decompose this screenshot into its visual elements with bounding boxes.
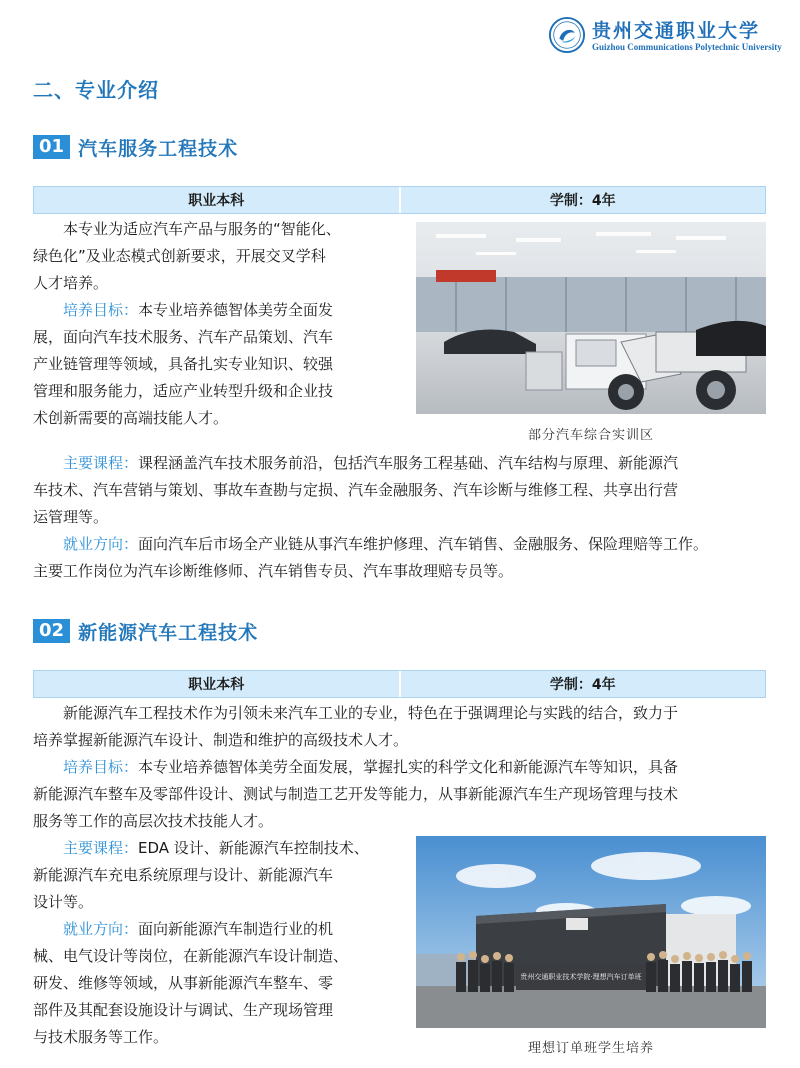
courses-label: 主要课程： [63,454,139,472]
career-label: 就业方向： [63,535,139,553]
goal-label: 培养目标： [63,301,139,319]
courses-line: EDA 设计、新能源汽车控制技术、 [138,839,369,857]
goal-line: 服务等工作的高层次技术技能人才。 [33,812,274,830]
logo-cn-name: 贵州交通职业大学 [592,20,761,42]
university-emblem-icon [548,16,586,54]
intro-line: 新能源汽车工程技术作为引领未来汽车工业的专业，特色在于强调理论与实践的结合，致力于 [63,704,679,722]
logo-en-name: Guizhou Communications Polytechnic University [592,42,782,52]
duration-cell-1: 学制：4年 [399,187,766,213]
major-heading-2 [33,618,258,644]
goal-line: 本专业培养德智体美劳全面发 [138,301,334,319]
section-title: 二、专业介绍 [33,78,159,102]
photo-caption-1: 部分汽车综合实训区 [527,428,654,443]
goal-line: 产业链管理等领域，具备扎实专业知识、较强 [33,355,334,373]
goal-line: 管理和服务能力，适应产业转型升级和企业技 [33,382,334,400]
major-2-left-text [33,835,403,1051]
goal-label: 培养目标： [63,758,139,776]
level-cell-1: 职业本科 [34,187,399,213]
intro-line: 绿色化”及业态模式创新要求，开展交叉学科 [33,247,326,265]
goal-line: 术创新需要的高端技能人才。 [33,409,229,427]
goal-line: 新能源汽车整车及零部件设计、测试与制造工艺开发等能力，从事新能源汽车生产现场管理与技术 [33,785,679,803]
courses-line: 课程涵盖汽车技术服务前沿，包括汽车服务工程基础、汽车结构与原理、新能源汽 [138,454,679,472]
info-bar-2 [33,670,766,698]
major-2-full-text [33,700,773,835]
class-group-photo [416,836,766,1028]
intro-line: 本专业为适应汽车产品与服务的“智能化、 [63,220,341,238]
intro-line: 人才培养。 [33,274,109,292]
career-line: 面向汽车后市场全产业链从事汽车维护修理、汽车销售、金融服务、保险理赔等工作。 [138,535,709,553]
goal-line: 本专业培养德智体美劳全面发展，掌握扎实的科学文化和新能源汽车等知识，具备 [138,758,679,776]
duration-cell-2: 学制：4年 [399,671,766,697]
goal-line: 展，面向汽车技术服务、汽车产品策划、汽车 [33,328,334,346]
major-1-full-text [33,450,773,585]
career-label: 就业方向： [63,920,139,938]
career-line: 械、电气设计等岗位，在新能源汽车设计制造、 [33,947,349,965]
level-cell-2: 职业本科 [34,671,399,697]
photo-caption-2: 理想订单班学生培养 [527,1041,654,1056]
career-line: 主要工作岗位为汽车诊断维修师、汽车销售专员、汽车事故理赔专员等。 [33,562,514,580]
intro-line: 培养掌握新能源汽车设计、制造和维护的高级技术人才。 [33,731,409,749]
training-area-photo [416,222,766,414]
major-1-left-text [33,216,403,432]
courses-line: 车技术、汽车营销与策划、事故车查勘与定损、汽车金融服务、汽车诊断与维修工程、共享出行营 [33,481,679,499]
career-line: 部件及其配套设施设计与调试、生产现场管理 [33,1001,334,1019]
career-line: 研发、维修等领域，从事新能源汽车整车、零 [33,974,334,992]
courses-line: 设计等。 [33,893,94,911]
major-number-2: 02 [33,619,70,643]
info-bar-1 [33,186,766,214]
career-line: 面向新能源汽车制造行业的机 [138,920,334,938]
courses-line: 新能源汽车充电系统原理与设计、新能源汽车 [33,866,334,884]
major-title-2: 新能源汽车工程技术 [78,621,259,644]
career-line: 与技术服务等工作。 [33,1028,169,1046]
photo-banner: 贵州交通职业技术学院·理想汽车订单班 [520,973,642,981]
major-heading-1 [33,134,238,160]
courses-label: 主要课程： [63,839,139,857]
university-logo [548,14,782,58]
major-number-1: 01 [33,135,70,159]
major-title-1: 汽车服务工程技术 [78,137,239,160]
courses-line: 运管理等。 [33,508,109,526]
